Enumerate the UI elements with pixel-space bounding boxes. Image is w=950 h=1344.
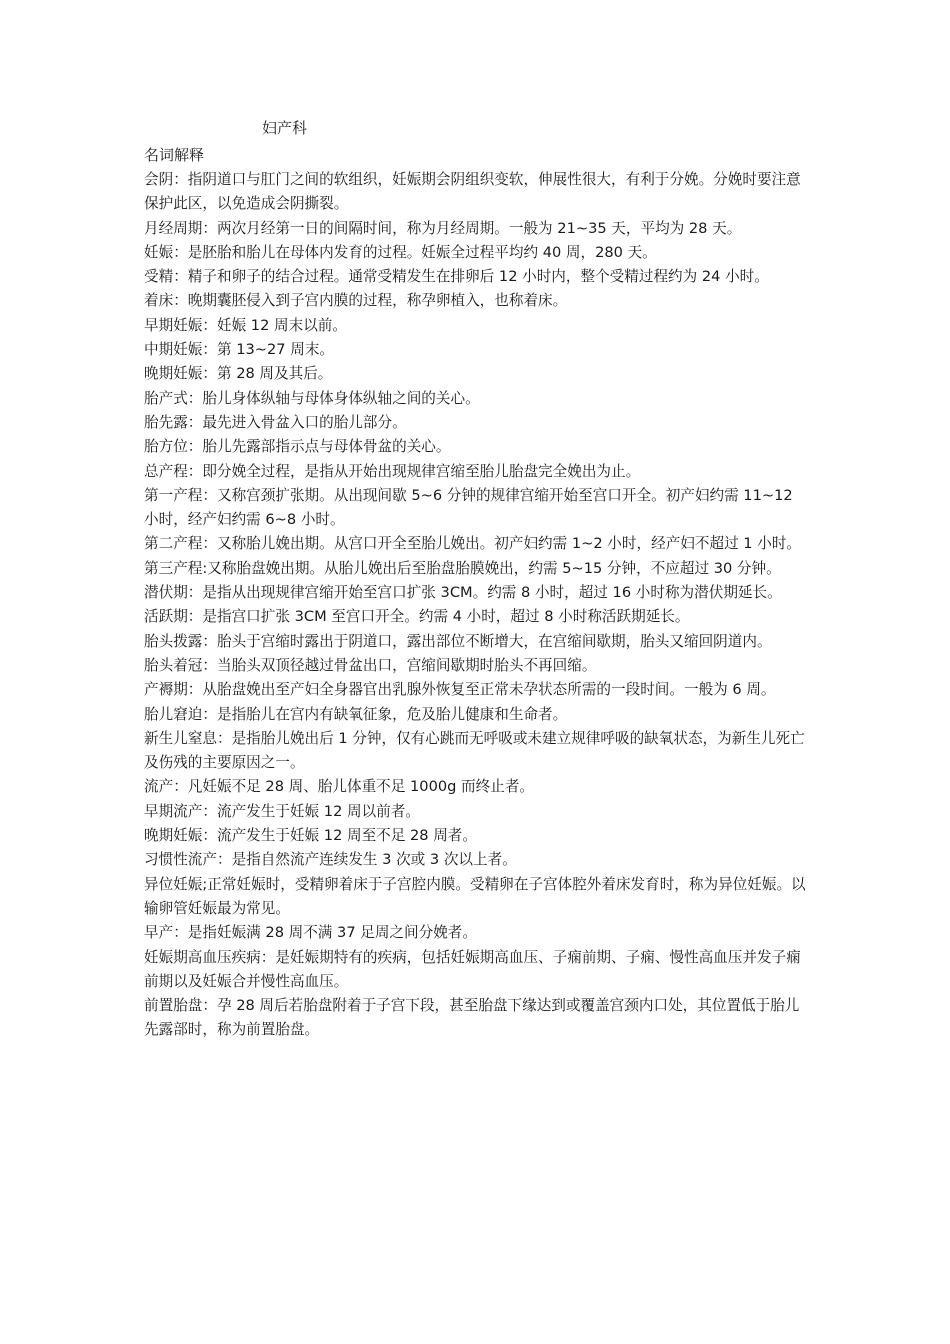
term-name: 早期妊娠：	[144, 316, 217, 334]
term-entry	[144, 848, 810, 872]
term-definition: 当胎头双顶径越过骨盆出口，宫缩间歇期时胎头不再回缩。	[216, 656, 597, 674]
term-entry	[144, 532, 810, 556]
term-entry	[144, 435, 810, 459]
term-name: 胎方位：	[144, 438, 203, 456]
term-definition: 是指妊娠满 28 周不满 37 足周之间分娩者。	[187, 924, 477, 942]
term-definition: 指阴道口与肛门之间的软组织，妊娠期会阴组织变软，伸展性很大，有利于分娩。分娩时要注意保护此区，以免造成会阴撕裂。	[144, 171, 801, 213]
term-name: 胎产式：	[144, 389, 203, 407]
term-entry	[144, 630, 810, 654]
term-name: 习惯性流产：	[144, 851, 232, 869]
term-definition: 妊娠 12 周末以前。	[216, 316, 347, 334]
term-name: 妊娠期高血压疾病：	[144, 948, 276, 966]
term-name: 新生儿窒息：	[144, 729, 232, 747]
term-entry	[144, 168, 810, 217]
term-definition: 即分娩全过程，是指从开始出现规律宫缩至胎儿胎盘完全娩出为止。	[202, 462, 641, 480]
term-entry	[144, 678, 810, 702]
term-definition: 凡妊娠不足 28 周、胎儿体重不足 1000g 而终止者。	[187, 778, 535, 796]
term-entry	[144, 994, 810, 1043]
term-name: 早产：	[144, 924, 188, 942]
term-definition: 正常妊娠时，受精卵着床于子宫腔内膜。受精卵在子宫体腔外着床发育时，称为异位妊娠。以输卵管妊娠最为常见。	[144, 875, 806, 917]
term-definition: 又称宫颈扩张期。从出现间歇 5~6 分钟的规律宫缩开始至宫口开全。初产妇约需 11~12 小时，经产妇约需 6~8 小时。	[144, 486, 793, 529]
term-entry	[144, 654, 810, 678]
term-name: 第三产程:	[144, 559, 208, 577]
term-name: 胎头着冠：	[144, 656, 217, 674]
term-name: 产褥期：	[144, 681, 203, 699]
term-name: 妊娠：	[144, 243, 188, 261]
term-name: 晚期妊娠：	[144, 827, 217, 845]
term-name: 晚期妊娠：	[144, 365, 217, 383]
term-definition: 胎儿先露部指示点与母体骨盆的关心。	[202, 438, 451, 456]
term-definition: 从胎盘娩出至产妇全身器官出乳腺外恢复至正常未孕状态所需的一段时间。一般为 6 周。	[202, 681, 776, 699]
term-name: 早期流产：	[144, 802, 217, 820]
term-definition: 胎头于宫缩时露出于阴道口，露出部位不断增大，在宫缩间歇期，胎头又缩回阴道内。	[216, 632, 772, 650]
section-heading: 名词解释	[144, 146, 205, 164]
term-entry	[144, 775, 810, 799]
term-entry	[144, 824, 810, 848]
term-definition: 是妊娠期特有的疾病，包括妊娠期高血压、子痫前期、子痫、慢性高血压并发子痫前期以及妊娠合并慢性高血压。	[144, 948, 801, 990]
term-entry	[144, 387, 810, 411]
term-definition: 胎儿身体纵轴与母体身体纵轴之间的关心。	[202, 389, 480, 407]
term-entry	[144, 484, 810, 533]
term-definition: 又称胎盘娩出期。从胎儿娩出后至胎盘胎膜娩出，约需 5~15 分钟，不应超过 30 分钟。	[207, 559, 781, 577]
term-definition: 是胚胎和胎儿在母体内发育的过程。妊娠全过程平均约 40 周，280 天。	[187, 243, 657, 261]
term-entry	[144, 411, 810, 435]
term-definition: 是指自然流产连续发生 3 次或 3 次以上者。	[231, 851, 517, 869]
term-entry	[144, 727, 810, 776]
term-definition: 又称胎儿娩出期。从宫口开全至胎儿娩出。初产妇约需 1~2 小时，经产妇不超过 1 小时。	[216, 535, 802, 553]
term-entry	[144, 460, 810, 484]
term-definition: 最先进入骨盆入口的胎儿部分。	[202, 413, 407, 431]
document-title: 妇产科	[262, 119, 308, 137]
term-definition: 流产发生于妊娠 12 周以前者。	[216, 802, 420, 820]
term-definition: 第 13~27 周末。	[216, 341, 335, 359]
term-name: 月经周期：	[144, 219, 217, 237]
term-entry	[144, 289, 810, 313]
term-entry	[144, 265, 810, 289]
term-entry	[144, 241, 810, 265]
term-definition: 精子和卵子的结合过程。通常受精发生在排卵后 12 小时内，整个受精过程约为 24 小时。	[187, 268, 769, 286]
term-definition: 是指胎儿在宫内有缺氧征象，危及胎儿健康和生命者。	[216, 705, 568, 723]
term-definition: 是指从出现规律宫缩开始至宫口扩张 3CM。约需 8 小时，超过 16 小时称为潜伏期延长。	[202, 584, 782, 602]
term-name: 胎儿窘迫：	[144, 705, 217, 723]
term-name: 中期妊娠：	[144, 341, 217, 359]
term-entry	[144, 873, 810, 922]
term-name: 会阴：	[144, 171, 188, 188]
term-entry	[144, 338, 810, 362]
term-entry	[144, 217, 810, 241]
term-name: 前置胎盘：	[144, 997, 217, 1015]
term-name: 着床：	[144, 292, 188, 310]
term-definition: 两次月经第一日的间隔时间，称为月经周期。一般为 21~35 天，平均为 28 天。	[216, 219, 742, 237]
term-name: 第二产程：	[144, 535, 217, 553]
term-name: 流产：	[144, 778, 188, 796]
term-entry	[144, 800, 810, 824]
term-name: 第一产程：	[144, 486, 217, 504]
term-entry	[144, 605, 810, 629]
term-name: 活跃期：	[144, 608, 203, 626]
term-definition: 是指宫口扩张 3CM 至宫口开全。约需 4 小时，超过 8 小时称活跃期延长。	[202, 608, 690, 626]
term-entry	[144, 557, 810, 581]
term-name: 潜伏期：	[144, 584, 203, 602]
term-entry	[144, 921, 810, 945]
term-definition: 是指胎儿娩出后 1 分钟，仅有心跳而无呼吸或未建立规律呼吸的缺氧状态，为新生儿死亡及伤残的主要原因之一。	[144, 729, 805, 772]
term-name: 受精：	[144, 268, 188, 286]
term-name: 胎头拨露：	[144, 632, 217, 650]
term-definition: 孕 28 周后若胎盘附着于子宫下段，甚至胎盘下缘达到或覆盖宫颈内口处，其位置低于胎儿先露部时，称为前置胎盘。	[144, 997, 800, 1039]
term-entry	[144, 703, 810, 727]
term-name: 异位妊娠;	[144, 875, 208, 893]
term-entry	[144, 581, 810, 605]
term-entry	[144, 314, 810, 338]
term-entry	[144, 946, 810, 995]
term-name: 总产程：	[144, 462, 203, 480]
term-definition: 流产发生于妊娠 12 周至不足 28 周者。	[216, 827, 477, 845]
term-list	[144, 168, 810, 1043]
term-definition: 第 28 周及其后。	[216, 365, 333, 383]
term-name: 胎先露：	[144, 413, 203, 431]
term-definition: 晚期囊胚侵入到子宫内膜的过程，称孕卵植入，也称着床。	[187, 292, 568, 310]
term-entry	[144, 362, 810, 386]
